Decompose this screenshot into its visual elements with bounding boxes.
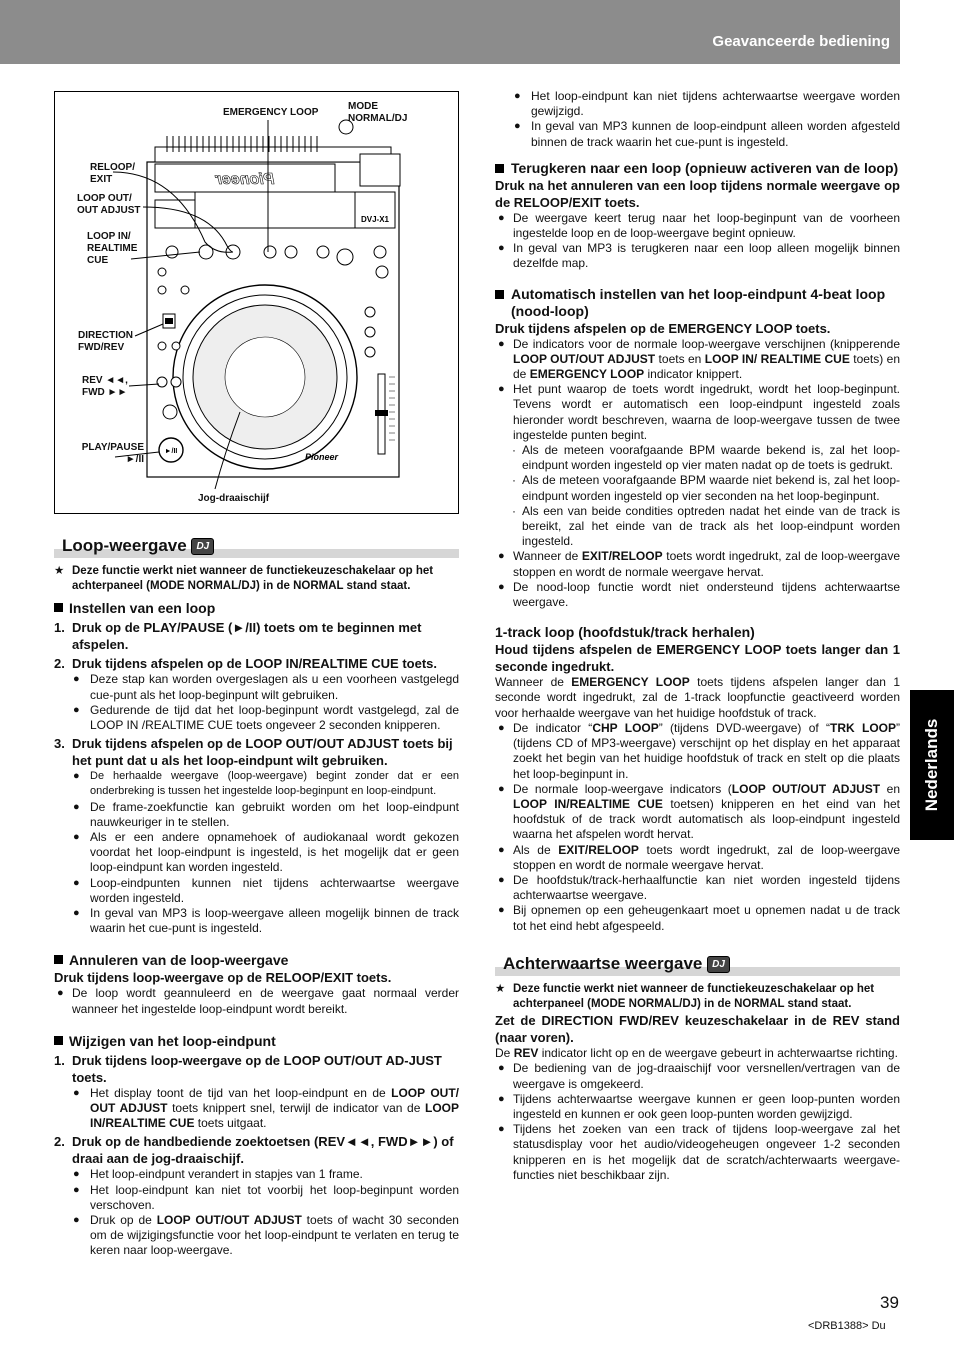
list-item: · Als de meteen voorafgaande BPM waarde bekend is, zal het loop-eindpunt worden ingesteld op vier maten nadat op de toets is gedrukt. [495,443,900,473]
list-item: ● Wanneer de EXIT/RELOOP toets wordt ingedrukt, zal de loop-weergave stoppen en wordt de normale weergave hervat. [495,549,900,579]
reverse-section-heading: Achterwaartse weergave DJ [495,956,900,976]
document-code: <DRB1388> Du [808,1320,886,1332]
list-item: ● Deze stap kan worden overgeslagen als u een voorheen vastgelegd cue-punt als het loop-beginpunt wilt gebruiken. [54,672,459,702]
list-item: ● Het loop-eindpunt verandert in stapjes van 1 frame. [54,1167,459,1182]
setup-heading: Instellen van een loop [54,600,459,617]
list-item: ● De herhaalde weergave (loop-weergave) begint zonder dat er een onderbreking is tussen het ingestelde loop-beginpunt en loop-eindpunt. [54,769,459,799]
list-item: ● Het loop-eindpunt kan niet tijdens achterwaartse weergave worden gewijzigd. [495,89,900,119]
list-item: ● De hoofdstuk/track-herhaalfunctie kan niet worden ingesteld tijdens achterwaartse weergave. [495,873,900,903]
language-tab: Nederlands [910,690,954,840]
list-item: ● De normale loop-weergave indicators (LOOP OUT/OUT ADJUST en LOOP IN/REALTIME CUE toetsen) knipperen en het eind van het hoofdstuk of de track wordt automatisch als loop-eindpunt ingesteld waarna het afspelen wordt hervat. [495,782,900,843]
track-loop-heading: 1-track loop (hoofdstuk/track herhalen) [495,624,755,641]
list-item: · Als een van beide condities optreden nadat het einde van de track is bereikt, zal het einde van de track als het loop-eindpunt worden ingesteld. [495,504,900,550]
list-item: ● De nood-loop functie wordt niet ondersteund tijdens achterwaartse weergave. [495,580,900,610]
track-loop-text: Wanneer de EMERGENCY LOOP toets tijdens afspelen langer dan 1 seconde wordt ingedrukt, zal de 1-track loopfunctie geactiveerd worden voor herhaalde weergave van het huidige hoofdstuk of track. [495,675,900,720]
list-item: ● In geval van MP3 is loop-weergave alleen mogelijk binnen de track waarin het cue-punt is ingesteld. [54,906,459,936]
step-3: 3. Druk tijdens afspelen op de LOOP OUT/OUT ADJUST toets bij het punt dat u als het loop-eindpunt wilt gebruiken. [54,736,453,769]
track-loop-instruction: Houd tijdens afspelen de EMERGENCY LOOP toets langer dan 1 seconde ingedrukt. [495,642,900,675]
change-heading: Wijzigen van het loop-eindpunt [54,1033,459,1050]
list-item: · Als de meteen voorafgaande BPM waarde niet bekend is, zal het loop-eindpunt worden ingesteld op vier seconden na het loop-beginpunt. [495,473,900,503]
list-item: ● Het loop-eindpunt kan niet tot voorbij het loop-beginpunt worden verschoven. [54,1183,459,1213]
auto-heading: Automatisch instellen van het loop-eindpunt 4-beat loop (nood-loop) [495,286,900,320]
list-item: ● Gedurende de tijd dat het loop-beginpunt wordt vastgelegd, zal de LOOP IN /REALTIME CUE toets ongeveer 2 seconden knipperen. [54,703,459,733]
note-star: ★ Deze functie werkt niet wanneer de functiekeuzeschakelaar op het achterpaneel (MODE NORMAL/DJ) in de NORMAL stand staat. [495,982,900,1012]
return-instruction: Druk na het annuleren van een loop tijdens normale weergave op de RELOOP/EXIT toets. [495,177,900,210]
right-column [495,89,900,1183]
label-rev-fwd: REV ◄◄, FWD ►► [82,375,128,398]
list-item: ● De indicator “CHP LOOP” (tijdens DVD-weergave) of “TRK LOOP” (tijdens CD of MP3-weergave) verschijnt op het display en het apparaat zoekt het begin van het huidige hoofdstuk of track en stelt op die plaats het loop-beginpunt in. [495,721,900,782]
return-heading: Terugkeren naar een loop (opnieuw activeren van de loop) [495,160,900,177]
change-step-2: 2. Druk op de handbediende zoektoetsen (REV◄◄, FWD►►) of draai aan de jog-draaischijf. [54,1134,454,1167]
list-item: ● Druk op de LOOP OUT/OUT ADJUST toets of wacht 30 seconden om de wijzigingsfunctie voor het loop-eindpunt te verlaten en terug te keren naar loop-weergave. [54,1213,459,1259]
list-item: ● Tijdens achterwaartse weergave kunnen er geen loop-punten worden ingesteld en kunnen er ook geen loop-punten worden gewijzigd. [495,1092,900,1122]
label-play-pause: PLAY/PAUSE ►/II [81,442,144,465]
page-header [0,0,900,64]
brand-label: Pioneer [305,452,339,462]
dj-badge: DJ [191,538,214,555]
reverse-text: De REV indicator licht op en de weergave gebeurt in achterwaartse richting. [495,1046,898,1061]
list-item: ● De loop wordt geannuleerd en de weergave gaat normaal verder wanneer het ingestelde loop-eindpunt wordt bereikt. [54,986,459,1016]
label-mode-normal-dj: MODE NORMAL/DJ [348,101,408,124]
loop-section-heading: Loop-weergave DJ [54,538,459,558]
reverse-instruction: Zet de DIRECTION FWD/REV keuzeschakelaar in de REV stand (naar voren). [495,1013,900,1046]
left-column [54,538,459,1259]
list-item: ● Als er een andere opnamehoek of audiokanaal wordt gekozen voordat het loop-eindpunt is ingesteld, is het mogelijk dat er geen loop-eindpunt kan worden ingesteld. [54,830,459,876]
change-step-1: 1. Druk tijdens loop-weergave op de LOOP OUT/OUT AD-JUST toets. [54,1052,442,1085]
page-number: 39 [880,1293,899,1312]
svg-text:►/II: ►/II [164,448,178,455]
step-2: 2. Druk tijdens afspelen op de LOOP IN/REALTIME CUE toets. [54,656,438,672]
label-loop-in: LOOP IN/ REALTIME CUE [87,231,138,266]
list-item: ● Tijdens het zoeken van een track of tijdens loop-weergave zal het statusdisplay voor het audio/videogeheugen ongeveer 1-2 seconden knipperen en is het mogelijk dat de scratch/achterwaarts weergave-functies niet beschikbaar zijn. [495,1122,900,1183]
list-item: ● In geval van MP3 is terugkeren naar een loop alleen mogelijk binnen dezelfde map. [495,241,900,271]
cancel-instruction: Druk tijdens loop-weergave op de RELOOP/EXIT toets. [54,970,392,986]
section-title: Geavanceerde bediening [712,33,890,50]
list-item: ● Loop-eindpunten kunnen niet tijdens achterwaartse weergave worden ingesteld. [54,876,459,906]
label-emergency-loop: EMERGENCY LOOP [223,107,319,118]
model-label: DVJ-X1 [360,215,390,224]
list-item: ● De weergave keert terug naar het loop-beginpunt van de voorheen ingestelde loop en de loop-weergave begint opnieuw. [495,211,900,241]
list-item: ● De frame-zoekfunctie kan gebruikt worden om het loop-eindpunt nauwkeuriger in te stellen. [54,800,459,830]
list-item: ● Het punt waarop de toets wordt ingedrukt, wordt het loop-beginpunt. Tevens wordt er automatisch een loop-eindpunt ingesteld zoals hieronder wordt beschreven, waarna de loop-weergave tussen de twee ingestelde punten begint. [495,382,900,443]
label-jog-dial: Jog-draaischijf [198,493,270,504]
label-reloop-exit: RELOOP/ EXIT [90,162,136,185]
list-item: ● In geval van MP3 kunnen de loop-eindpunt alleen worden afgesteld binnen de track waarin het cue-punt is ingesteld. [495,119,900,149]
list-item: ● De bediening van de jog-draaischijf voor versnellen/vertragen van de weergave is omgekeerd. [495,1061,900,1091]
list-item: ● Als de EXIT/RELOOP toets wordt ingedrukt, zal de loop-weergave stoppen en wordt de normale weergave hervat. [495,843,900,873]
list-item: ● Het display toont de tijd van het loop-eindpunt en de LOOP OUT/ OUT ADJUST toets knippert snel, terwijl de indicator van de LOOP IN/REALTIME CUE toets uitgaat. [54,1086,459,1132]
dj-badge: DJ [707,956,730,973]
svg-text:Pioneer: Pioneer [215,171,275,188]
label-direction: DIRECTION FWD/REV [78,330,133,353]
list-item: ● Bij opnemen op een geheugenkaart moet u opnemen nadat u de track tot het eind hebt afgespeeld. [495,903,900,933]
note-star: ★ Deze functie werkt niet wanneer de functiekeuzeschakelaar op het achterpaneel (MODE NORMAL/DJ) in de NORMAL stand staat. [54,564,459,594]
list-item: ● De indicators voor de normale loop-weergave verschijnen (knipperende LOOP OUT/OUT ADJUST toets en LOOP IN/ REALTIME CUE toets) en de EMERGENCY LOOP indicator knippert. [495,337,900,383]
auto-instruction: Druk tijdens afspelen op de EMERGENCY LOOP toets. [495,320,831,336]
device-figure [54,91,459,514]
step-1: 1. Druk op de PLAY/PAUSE (►/II) toets om te beginnen met afspelen. [54,620,422,653]
cancel-heading: Annuleren van de loop-weergave [54,952,459,969]
label-loop-out: LOOP OUT/ OUT ADJUST [77,193,141,216]
